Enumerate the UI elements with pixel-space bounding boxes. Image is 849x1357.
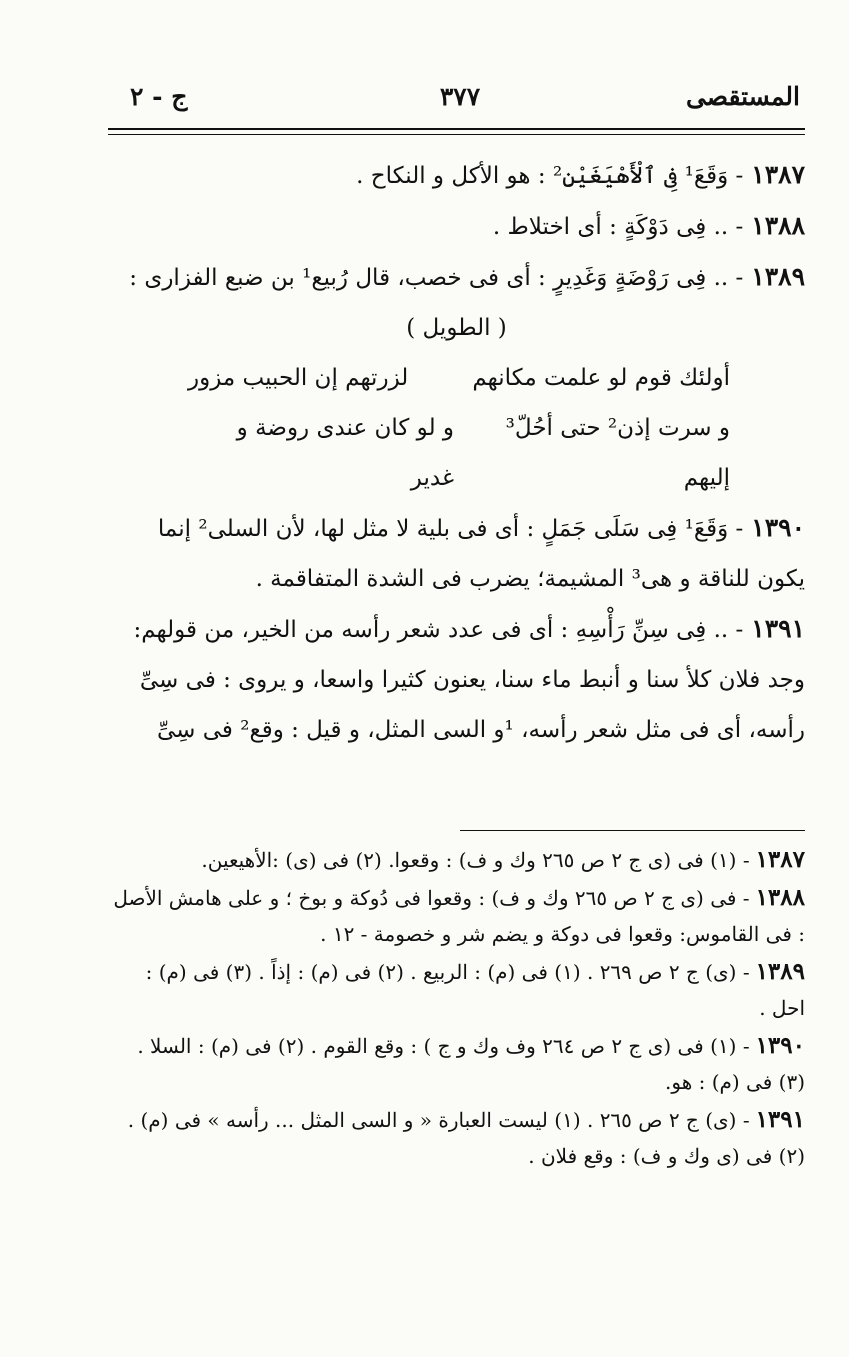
poem-hemistich-second: و لو كان عندى روضة و غدير — [236, 415, 454, 491]
entry-text: - .. فِى دَوْكَةٍ : أى اختلاط . — [492, 214, 744, 240]
entry-text: - .. فِى رَوْضَةٍ وَغَدِيرٍ : أى فى خصب، قال رُبيع¹ بن ضبع الفزارى : — [129, 265, 744, 291]
header-rule — [108, 128, 805, 130]
footnote-divider — [460, 830, 805, 831]
entry-number: ١٣٩٠ — [751, 513, 805, 542]
footnote-1391 — [108, 1102, 805, 1174]
poem-hemistich-first: أولئك قوم لو علمت مكانهم — [472, 365, 730, 391]
entry-number: ١٣٨٩ — [751, 262, 805, 291]
entry-text: - .. فِى سِنِّ رَأْسِهِ : أى فى عدد شعر رأسه من الخير، من قولهم: وجد فلان كلأ سنا و أنبط ماء سنا، يعنون كثيرا واسعا، و يروى : فى سِىِّ رأسه، أى فى مثل شعر رأسه، ¹و السى المثل، و قيل : وقع² فى سِىِّ — [133, 617, 805, 743]
footnotes — [108, 842, 805, 1176]
entry-number: ١٣٨٨ — [751, 211, 805, 240]
footnote-number: ١٣٨٩ — [755, 958, 805, 985]
entry-number: ١٣٨٧ — [751, 160, 805, 189]
entry-1391 — [108, 604, 805, 755]
footnote-text: - (ى) ج ٢ ص ٢٦٩ . (١) فى (م) : الربيع . (٢) فى (م) : إذاً . (٣) فى (م) : احل . — [145, 960, 805, 1020]
footnote-number: ١٣٨٨ — [755, 884, 805, 911]
footnote-number: ١٣٩٠ — [755, 1032, 805, 1059]
entry-text: - وَقَعَ¹ فِى سَلَى جَمَلٍ : أى فى بلية لا مثل لها، لأن السلى² إنما يكون للناقة و هى³ المشيمة؛ يضرب فى الشدة المتفاقمة . — [157, 516, 805, 592]
page-number: ٣٧٧ — [439, 82, 481, 111]
footnote-1388 — [108, 880, 805, 952]
poem-meter: ( الطويل ) — [406, 315, 507, 341]
footnote-text: - (١) فى (ى ج ٢ ص ٢٦٥ وك و ف) : وقعوا. (٢) فى (ى) :الأهيعين. — [201, 848, 750, 872]
footnote-1387 — [108, 842, 805, 878]
poem-line — [108, 353, 805, 403]
entry-text: - وَقَعَ¹ فِى ٱلْأَهْيَغَيْنِ² : هو الأكل و النكاح . — [356, 163, 744, 189]
poem-hemistich-first: و سرت إذن² حتى أحُلّ³ إليهم — [505, 415, 730, 491]
book-title: المستقصى — [685, 82, 800, 111]
entry-1387 — [108, 150, 805, 201]
footnote-1389 — [108, 954, 805, 1026]
poem-line — [108, 403, 805, 503]
entry-1390 — [108, 503, 805, 604]
volume-label: ج - ٢ — [130, 82, 188, 111]
poem-hemistich-second: لزرتهم إن الحبيب مزور — [188, 365, 409, 391]
page-header — [120, 82, 800, 122]
main-text — [108, 150, 805, 755]
entry-number: ١٣٩١ — [751, 614, 805, 643]
entry-1389 — [108, 252, 805, 303]
header-rule-thin — [108, 134, 805, 135]
footnote-1390 — [108, 1028, 805, 1100]
footnote-text: - فى (ى ج ٢ ص ٢٦٥ وك و ف) : وقعوا فى دُوكة و بوخ ؛ و على هامش الأصل : فى القاموس: وقعوا فى دوكة و يضم شر و خصومة - ١٢ . — [113, 886, 805, 946]
entry-1388 — [108, 201, 805, 252]
footnote-number: ١٣٩١ — [755, 1106, 805, 1133]
footnote-text: - (١) فى (ى ج ٢ ص ٢٦٤ وف وك و ج ) : وقع القوم . (٢) فى (م) : السلا . (٣) فى (م) : هو. — [137, 1034, 805, 1094]
footnote-number: ١٣٨٧ — [755, 846, 805, 873]
footnote-text: - (ى) ج ٢ ص ٢٦٥ . (١) ليست العبارة « و السى المثل ... رأسه » فى (م) . (٢) فى (ى وك و ف) : وقع فلان . — [127, 1108, 805, 1168]
